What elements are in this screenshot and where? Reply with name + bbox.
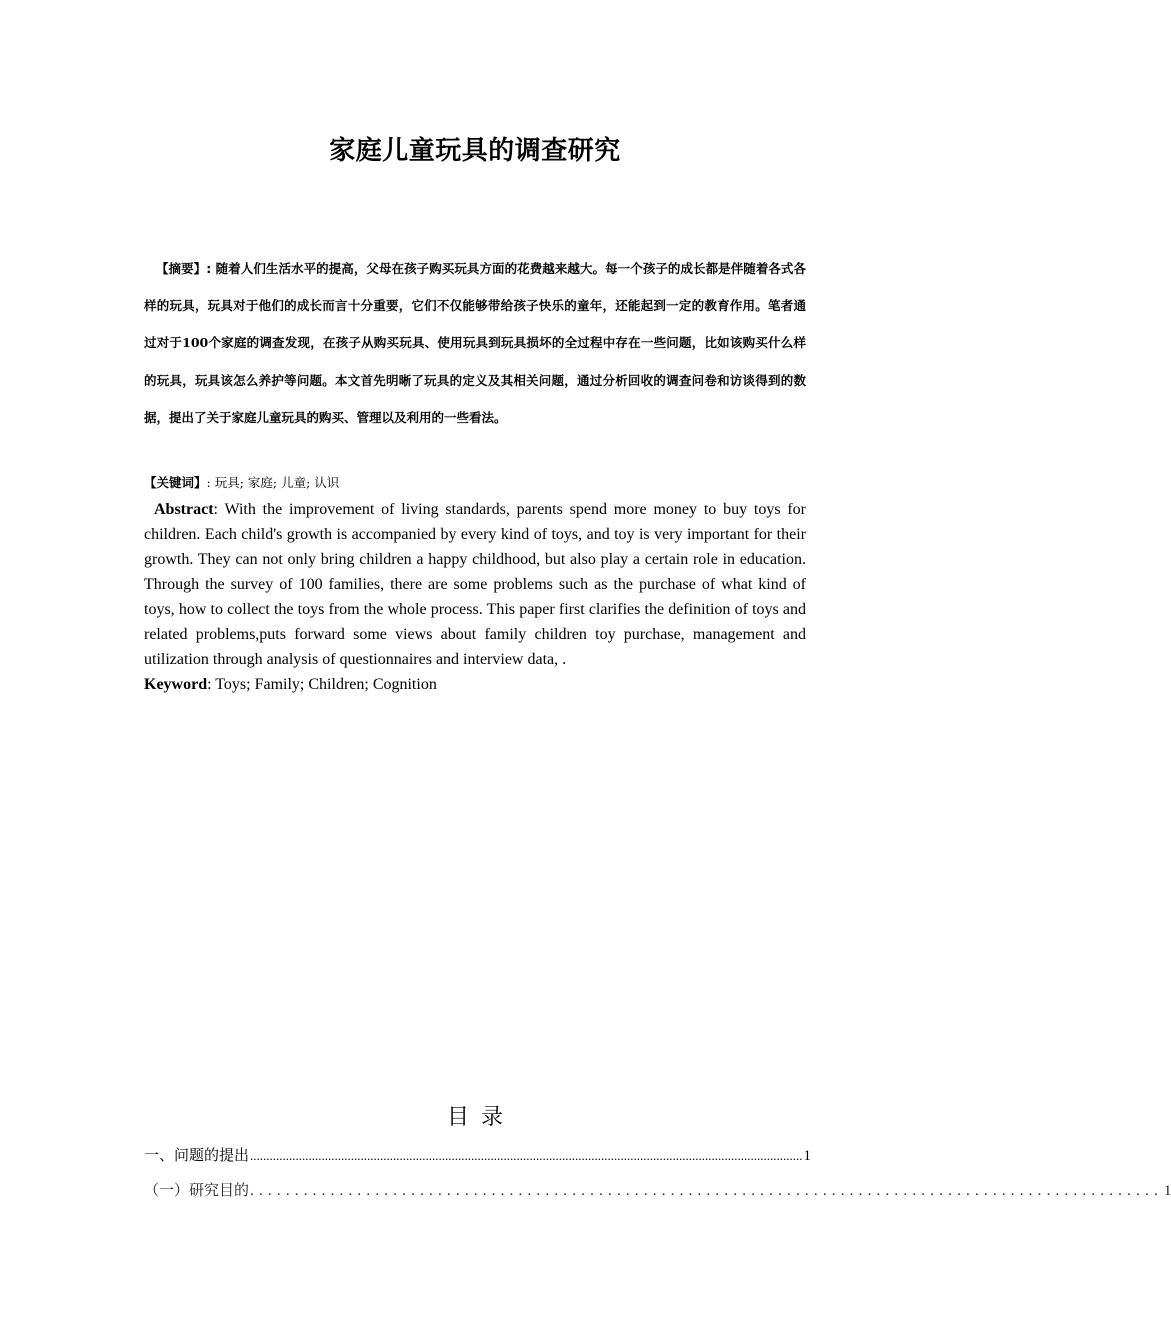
- english-abstract-label: Abstract: [154, 501, 214, 518]
- toc-entry-page: 1: [1163, 1183, 1171, 1199]
- toc-title: 目录: [446, 1105, 515, 1130]
- english-keywords-text: : Toys; Family; Children; Cognition: [207, 676, 437, 693]
- english-keywords: [144, 672, 806, 697]
- english-abstract-text: : With the improvement of living standards, parents spend more money to buy toys for children. Each child's growth is accompanied by every kind of toys, and toy is very important for their growth. They can not only bring children a happy childhood, but also play a certain role in education. Through the survey of 100 families, there are some problems such as the purchase of what kind of toys, how to collect the toys from the whole process. This paper first clarifies the definition of toys and related problems,puts forward some views about family children toy purchase, management and utilization through analysis of questionnaires and interview data, .: [144, 501, 806, 668]
- document-title: 家庭儿童玩具的调查研究: [329, 136, 621, 166]
- english-keywords-label: Keyword: [144, 676, 208, 693]
- english-abstract: [144, 497, 806, 672]
- chinese-abstract: [144, 250, 806, 436]
- toc-entry-page: 1: [803, 1148, 812, 1164]
- toc-entry-label: 一、问题的提出: [144, 1146, 250, 1164]
- toc-entry-label: （一）研究目的: [144, 1181, 250, 1199]
- chinese-keywords-label: 【关键词】: [144, 475, 207, 490]
- toc-entry-leader: ......................................................................................................: [250, 1183, 1163, 1199]
- chinese-keywords: [144, 473, 806, 493]
- toc-entry[interactable]: [144, 1179, 1171, 1200]
- chinese-abstract-text: 随着人们生活水平的提高，父母在孩子购买玩具方面的花费越来越大。每一个孩子的成长都是伴随着各式各样的玩具，玩具对于他们的成长而言十分重要，它们不仅能够带给孩子快乐的童年，还能起到一定的教育作用。笔者通过对于100个家庭的调查发现，在孩子从购买玩具、使用玩具到玩具损坏的全过程中存在一些问题，比如该购买什么样的玩具，玩具该怎么养护等问题。本文首先明晰了玩具的定义及其相关问题，通过分析回收的调查问卷和访谈得到的数据，提出了关于家庭儿童玩具的购买、管理以及利用的一些看法。: [144, 261, 806, 425]
- chinese-abstract-label: 【摘要】:: [156, 261, 212, 276]
- toc-entry[interactable]: [144, 1144, 812, 1165]
- toc-entry-leader: ..........................................................................................................................................................................: [250, 1148, 803, 1163]
- chinese-keywords-text: : 玩具; 家庭; 儿童; 认识: [206, 475, 340, 490]
